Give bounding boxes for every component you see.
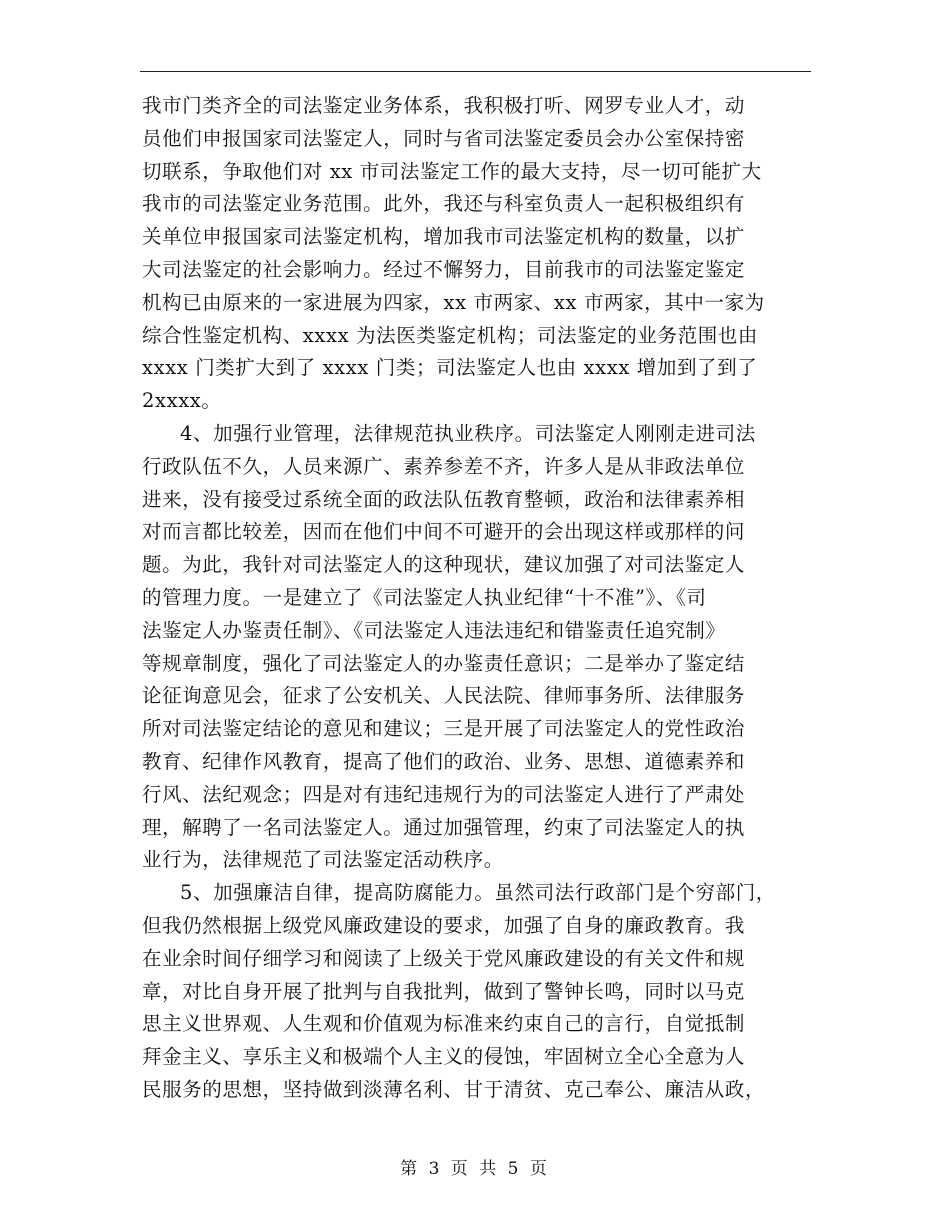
paragraph-start-line: 4、加强行业管理，法律规范执业秩序。司法鉴定人刚刚走进司法: [180, 421, 756, 445]
text-line: 进来，没有接受过系统全面的政法队伍教育整顿，政治和法律素养相: [142, 487, 746, 511]
text-line: 章，对比自身开展了批判与自我批判，做到了警钟长鸣，同时以马克: [142, 979, 746, 1003]
text-line: 行风、法纪观念；四是对有违纪违规行为的司法鉴定人进行了严肃处: [142, 782, 746, 806]
text-line: 在业余时间仔细学习和阅读了上级关于党风廉政建设的有关文件和规: [142, 946, 746, 970]
text-line: 教育、纪律作风教育，提高了他们的政治、业务、思想、道德素养和: [142, 749, 746, 773]
document-body: [142, 90, 822, 1107]
page-number: 第 3 页 共 5 页: [400, 1159, 550, 1179]
text-line: 论征询意见会，征求了公安机关、人民法院、律师事务所、法律服务: [142, 684, 746, 708]
text-line: 题。为此，我针对司法鉴定人的这种现状，建议加强了对司法鉴定人: [142, 553, 746, 577]
text-line: 法鉴定人办鉴责任制》、《司法鉴定人违法违纪和错鉴责任追究制》: [142, 618, 726, 642]
text-line: 我市的司法鉴定业务范围。此外，我还与科室负责人一起积极组织有: [142, 192, 746, 216]
text-line: 综合性鉴定机构、xxxx 为法医类鉴定机构；司法鉴定的业务范围也由: [142, 323, 758, 347]
text-line: 业行为，法律规范了司法鉴定活动秩序。: [142, 848, 504, 872]
text-line: 关单位申报国家司法鉴定机构，增加我市司法鉴定机构的数量，以扩: [142, 225, 746, 249]
text-line: xxxx 门类扩大到了 xxxx 门类；司法鉴定人也由 xxxx 增加到了到了: [142, 356, 758, 380]
paragraph-start-line: 5、加强廉洁自律，提高防腐能力。虽然司法行政部门是个穷部门，: [180, 881, 776, 905]
text-line: 机构已由原来的一家进展为四家，xx 市两家、xx 市两家，其中一家为: [142, 290, 765, 314]
text-line: 我市门类齐全的司法鉴定业务体系，我积极打听、网罗专业人才，动: [142, 94, 746, 117]
text-line: 拜金主义、享乐主义和极端个人主义的侵蚀，牢固树立全心全意为人: [142, 1045, 746, 1069]
text-line: 切联系，争取他们对 xx 市司法鉴定工作的最大支持，尽一切可能扩大: [142, 159, 762, 183]
text-line: 理，解聘了一名司法鉴定人。通过加强管理，约束了司法鉴定人的执: [142, 815, 746, 839]
text-line: 对而言都比较差，因而在他们中间不可避开的会出现这样或那样的问: [142, 520, 746, 544]
text-line: 但我仍然根据上级党风廉政建设的要求，加强了自身的廉政教育。我: [142, 913, 746, 937]
text-line: 员他们申报国家司法鉴定人，同时与省司法鉴定委员会办公室保持密: [142, 126, 746, 150]
text-line: 等规章制度，强化了司法鉴定人的办鉴责任意识；二是举办了鉴定结: [142, 651, 746, 675]
text-line: 思主义世界观、人生观和价值观为标准来约束自己的言行，自觉抵制: [142, 1012, 746, 1036]
text-line: 民服务的思想，坚持做到淡薄名利、甘于清贫、克己奉公、廉洁从政，: [142, 1077, 766, 1101]
text-line: 的管理力度。一是建立了《司法鉴定人执业纪律“十不准”》、《司: [142, 585, 707, 609]
text-line: 2xxxx。: [142, 389, 222, 413]
text-line: 所对司法鉴定结论的意见和建议；三是开展了司法鉴定人的党性政治: [142, 717, 746, 741]
text-line: 行政队伍不久，人员来源广、素养参差不齐，许多人是从非政法单位: [142, 454, 746, 478]
text-line: 大司法鉴定的社会影响力。经过不懈努力，目前我市的司法鉴定鉴定: [142, 257, 746, 281]
header-rule: [140, 71, 811, 72]
